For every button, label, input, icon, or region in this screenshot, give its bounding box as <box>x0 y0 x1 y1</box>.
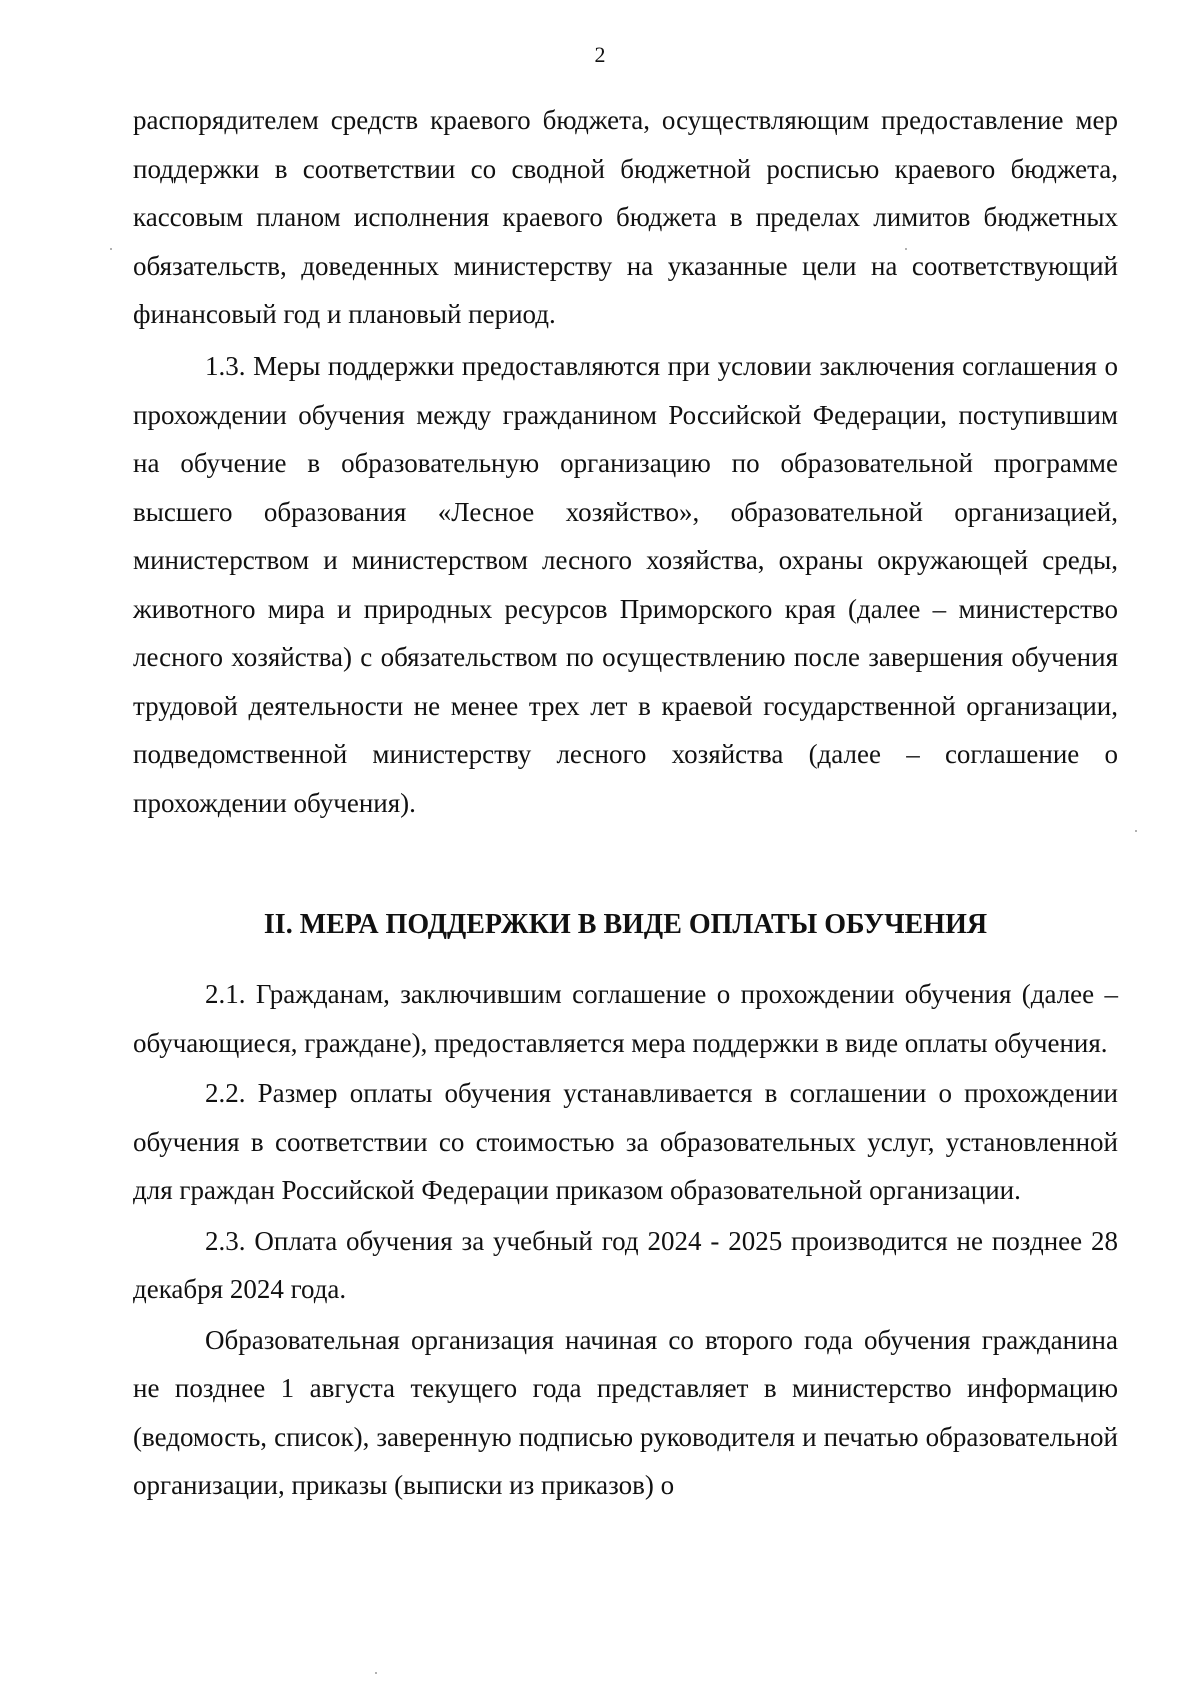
scan-speck <box>375 1672 377 1674</box>
paragraph-2-3: 2.3. Оплата обучения за учебный год 2024 - 2025 производится не позднее 28 декабря 2024 года. <box>133 1225 1118 1304</box>
paragraph-2-2: 2.2. Размер оплаты обучения устанавливается в соглашении о прохождении обучения в соответствии со стоимостью за образовательных услуг, установленной для граждан Российской Федерации приказом образовательной организации. <box>133 1078 1118 1205</box>
page-number: 2 <box>594 42 606 67</box>
text-block-section-2 <box>133 970 1118 1510</box>
paragraph-2-1: 2.1. Гражданам, заключившим соглашение о прохождении обучения (далее – обучающиеся, граждане), предоставляется мера поддержки в виде оплаты обучения. <box>133 979 1118 1058</box>
paragraph-1-3: 1.3. Меры поддержки предоставляются при условии заключения соглашения о прохождении обучения между гражданином Российской Федерации, поступившим на обучение в образовательную организацию по образовательной программе высшего образования «Лесное хозяйство», образовательной организацией, министерством и министерством лесного хозяйства, охраны окружающей среды, животного мира и природных ресурсов Приморского края (далее – министерство лесного хозяйства) с обязательством по осуществлению после завершения обучения трудовой деятельности не менее трех лет в краевой государственной организации, подведомственной министерству лесного хозяйства (далее – соглашение о прохождении обучения). <box>133 351 1118 818</box>
paragraph-organization: Образовательная организация начиная со второго года обучения гражданина не позднее 1 августа текущего года представляет в министерство информацию (ведомость, список), заверенную подписью руководителя и печатью образовательной организации, приказы (выписки из приказов) о <box>133 1324 1118 1500</box>
paragraph-continuation: распорядителем средств краевого бюджета, осуществляющим предоставление мер поддержки в соответствии со сводной бюджетной росписью краевого бюджета, кассовым планом исполнения краевого бюджета в пределах лимитов бюджетных обязательств, доведенных министерству на указанные цели на соответствующий финансовый год и плановый период. <box>133 105 1118 329</box>
scan-speck <box>110 248 112 250</box>
text-block-1-3 <box>133 342 1118 827</box>
scan-speck <box>1135 830 1137 832</box>
text-block-continuation <box>133 96 1118 339</box>
scan-speck <box>905 248 907 250</box>
section-heading: II. МЕРА ПОДДЕРЖКИ В ВИДЕ ОПЛАТЫ ОБУЧЕНИЯ <box>263 909 988 940</box>
